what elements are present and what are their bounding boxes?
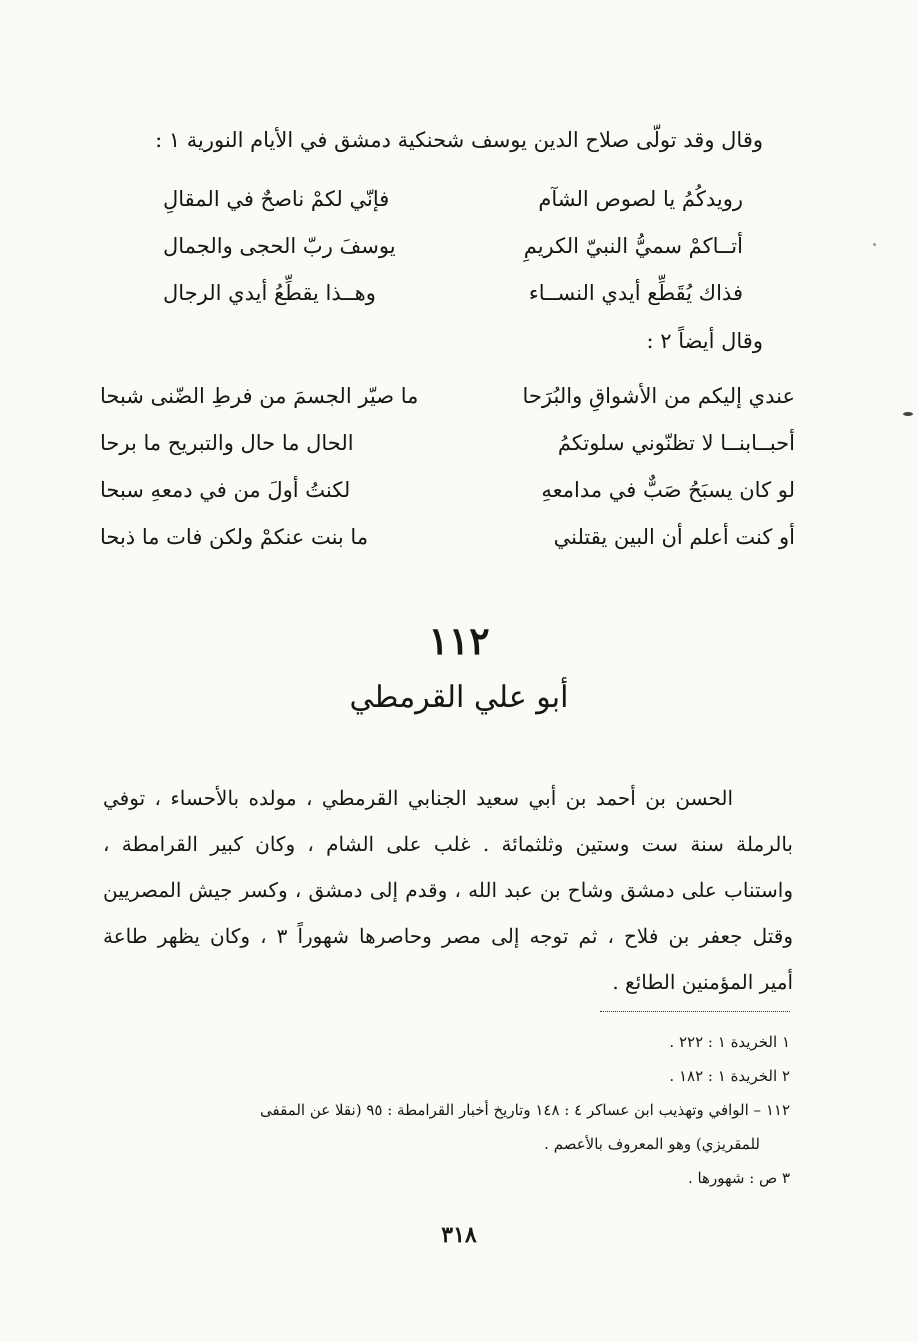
verse-line bbox=[100, 420, 795, 467]
paragraph-line: الحسن بن أحمد بن أبي سعيد الجنابي القرمطي ، مولده بالأحساء ، توفي bbox=[103, 786, 733, 810]
first-hemistich: رويدكُمُ يا لصوص الشآم bbox=[538, 187, 743, 211]
first-hemistich: عندي إليكم من الأشواقِ والبُرَحا bbox=[522, 384, 795, 408]
verse-line bbox=[163, 270, 743, 317]
paragraph-line: واستناب على دمشق وشاح بن عبد الله ، وقدم إلى دمشق ، وكسر جيش المصريين bbox=[103, 878, 793, 902]
second-hemistich: ما بنت عنكمْ ولكن فات ما ذبحا bbox=[100, 525, 369, 549]
paragraph-line: أمير المؤمنين الطائع . bbox=[612, 970, 793, 994]
footnotes bbox=[100, 1025, 790, 1195]
second-hemistich: ما صيّر الجسمَ من فرطِ الضّنى شبحا bbox=[100, 384, 419, 408]
second-hemistich: وهــذا يقطِّعُ أيدي الرجال bbox=[163, 281, 376, 305]
entry-title: أبو علي القرمطي bbox=[349, 680, 569, 715]
verse-line bbox=[163, 223, 743, 270]
page-number: ٣١٨ bbox=[441, 1222, 477, 1248]
first-hemistich: أو كنت أعلم أن البين يقتلني bbox=[553, 525, 795, 549]
scan-speck bbox=[903, 412, 913, 416]
scan-speck bbox=[873, 243, 876, 246]
poem-intro-1: وقال وقد تولّى صلاح الدين يوسف شحنكية دمشق في الأيام النورية ١ : bbox=[155, 128, 763, 152]
second-hemistich: فإنّي لكمْ ناصحٌ في المقالِ bbox=[163, 187, 390, 211]
first-hemistich: أحبــابنــا لا تظنّوني سلوتكمُ bbox=[557, 431, 795, 455]
poem-intro-2: وقال أيضاً ٢ : bbox=[646, 329, 763, 353]
paragraph-line: بالرملة سنة ست وستين وثلثمائة . غلب على الشام ، وكان كبير القرامطة ، bbox=[103, 832, 793, 856]
first-hemistich: أتــاكمْ سميُّ النبيّ الكريمِ bbox=[523, 234, 743, 258]
entry-number: ١١٢ bbox=[428, 618, 490, 663]
first-hemistich: فذاك يُقَطِّع أيدي النســاء bbox=[528, 281, 743, 305]
second-hemistich: يوسفَ ربّ الحجى والجمال bbox=[163, 234, 396, 258]
verse-line bbox=[163, 176, 743, 223]
footnote-continuation: للمقريزي) وهو المعروف بالأعصم . bbox=[544, 1135, 760, 1153]
footnote-divider bbox=[600, 1011, 790, 1012]
biography-paragraph bbox=[103, 775, 793, 1005]
paragraph-line: وقتل جعفر بن فلاح ، ثم توجه إلى مصر وحاصرها شهوراً ٣ ، وكان يظهر طاعة bbox=[103, 924, 793, 948]
poem-2 bbox=[100, 373, 795, 561]
poem-1 bbox=[163, 176, 743, 317]
footnote: ١ الخريدة ١ : ٢٢٢ . bbox=[669, 1033, 790, 1051]
verse-line bbox=[100, 467, 795, 514]
second-hemistich: لكنتُ أولَ من في دمعهِ سبحا bbox=[100, 478, 351, 502]
footnote: ١١٢ – الوافي وتهذيب ابن عساكر ٤ : ١٤٨ وتاريخ أخبار القرامطة : ٩٥ (نقلا عن المقفى bbox=[259, 1101, 790, 1119]
verse-line bbox=[100, 373, 795, 420]
second-hemistich: الحال ما حال والتبريح ما برحا bbox=[100, 431, 354, 455]
verse-line bbox=[100, 514, 795, 561]
footnote: ٢ الخريدة ١ : ١٨٢ . bbox=[669, 1067, 790, 1085]
first-hemistich: لو كان يسبَحُ صَبٌّ في مدامعهِ bbox=[541, 478, 795, 502]
footnote: ٣ ص : شهورها . bbox=[687, 1169, 790, 1187]
